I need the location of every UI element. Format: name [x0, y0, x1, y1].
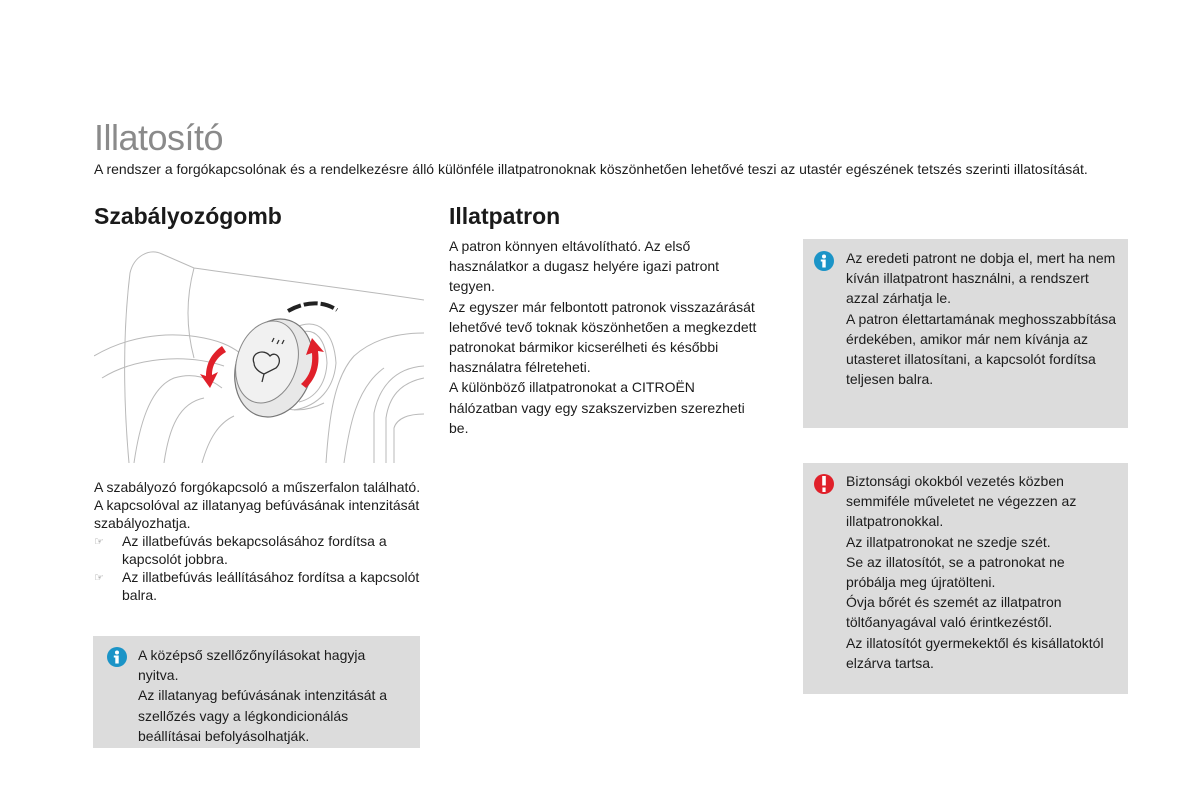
info-icon: [814, 251, 834, 271]
warning-line: Biztonsági okokból vezetés közben semmiféle műveletet ne végezzen az illatpatronokkal.: [846, 473, 1077, 530]
pointing-hand-icon: ☞: [94, 536, 104, 548]
section-heading-control-knob: Szabályozógomb: [94, 203, 282, 229]
info-line: A középső szellőzőnyílásokat hagyja nyitva.: [138, 647, 366, 684]
paragraph: A szabályozó forgókapcsoló a műszerfalon található.: [94, 479, 421, 495]
pointing-hand-icon: ☞: [94, 572, 104, 584]
control-knob-description: [94, 478, 424, 604]
info-box-text: [846, 248, 1118, 428]
info-line: Az eredeti patront ne dobja el, mert ha nem kíván illatpatront használni, a rendszert azzal zárhatja le.: [846, 250, 1116, 307]
info-box-vents: [93, 636, 420, 748]
info-box-text: [138, 645, 408, 748]
intro-text: A rendszer a forgókapcsolónak és a rendelkezésre álló különféle illatpatronoknak köszönhetően lehetővé teszi az utastér egészének tetszés szerinti illatosítását.: [94, 161, 1088, 177]
bullet-item: [94, 568, 424, 604]
warning-line: Óvja bőrét és szemét az illatpatron töltőanyagával való érintkezéstől.: [846, 594, 1062, 631]
paragraph: A patron könnyen eltávolítható. Az első használatkor a dugasz helyére igazi patront tegyen.: [449, 238, 720, 295]
bullet-text: Az illatbefúvás bekapcsolásához fordítsa a kapcsolót jobbra.: [122, 533, 387, 567]
fragrance-knob-illustration-icon: [94, 238, 424, 463]
info-line: Az illatanyag befúvásának intenzitását a szellőzés vagy a légkondicionálás beállításai befolyásolhatják.: [138, 687, 388, 744]
info-box-original-cartridge: [803, 239, 1128, 428]
warning-line: Az illatpatronokat ne szedje szét.: [846, 533, 1051, 550]
paragraph: Az egyszer már felbontott patronok visszazárását lehetővé tevő toknak köszönhetően a megkezdett patronokat bármikor kicserélheti és későbbi használatra félreteheti.: [449, 298, 757, 376]
warning-icon: [814, 474, 834, 494]
paragraph: A kapcsolóval az illatanyag befúvásának intenzitását szabályozhatja.: [94, 497, 420, 531]
paragraph: A különböző illatpatronokat a CITROËN hálózatban vagy egy szakszervizben szerezheti be.: [449, 379, 745, 436]
warning-box-text: [846, 471, 1118, 694]
info-line: A patron élettartamának meghosszabbítása érdekében, amikor már nem kívánja az utasteret illatosítani, a kapcsolót fordítsa teljesen balra.: [846, 310, 1117, 388]
section-heading-cartridge: Illatpatron: [449, 203, 561, 229]
info-icon: [107, 647, 127, 667]
bullet-text: Az illatbefúvás leállításához fordítsa a kapcsolót balra.: [122, 569, 420, 603]
warning-line: Se az illatosítót, se a patronokat ne próbálja meg újratölteni.: [846, 553, 1065, 591]
page-title: Illatosító: [94, 117, 224, 158]
control-knob-illustration: [94, 238, 424, 463]
cartridge-description: [449, 236, 767, 438]
warning-box-safety: [803, 463, 1128, 694]
warning-line: Az illatosítót gyermekektől és kisállatoktól elzárva tartsa.: [846, 634, 1104, 671]
bullet-item: [94, 532, 424, 568]
